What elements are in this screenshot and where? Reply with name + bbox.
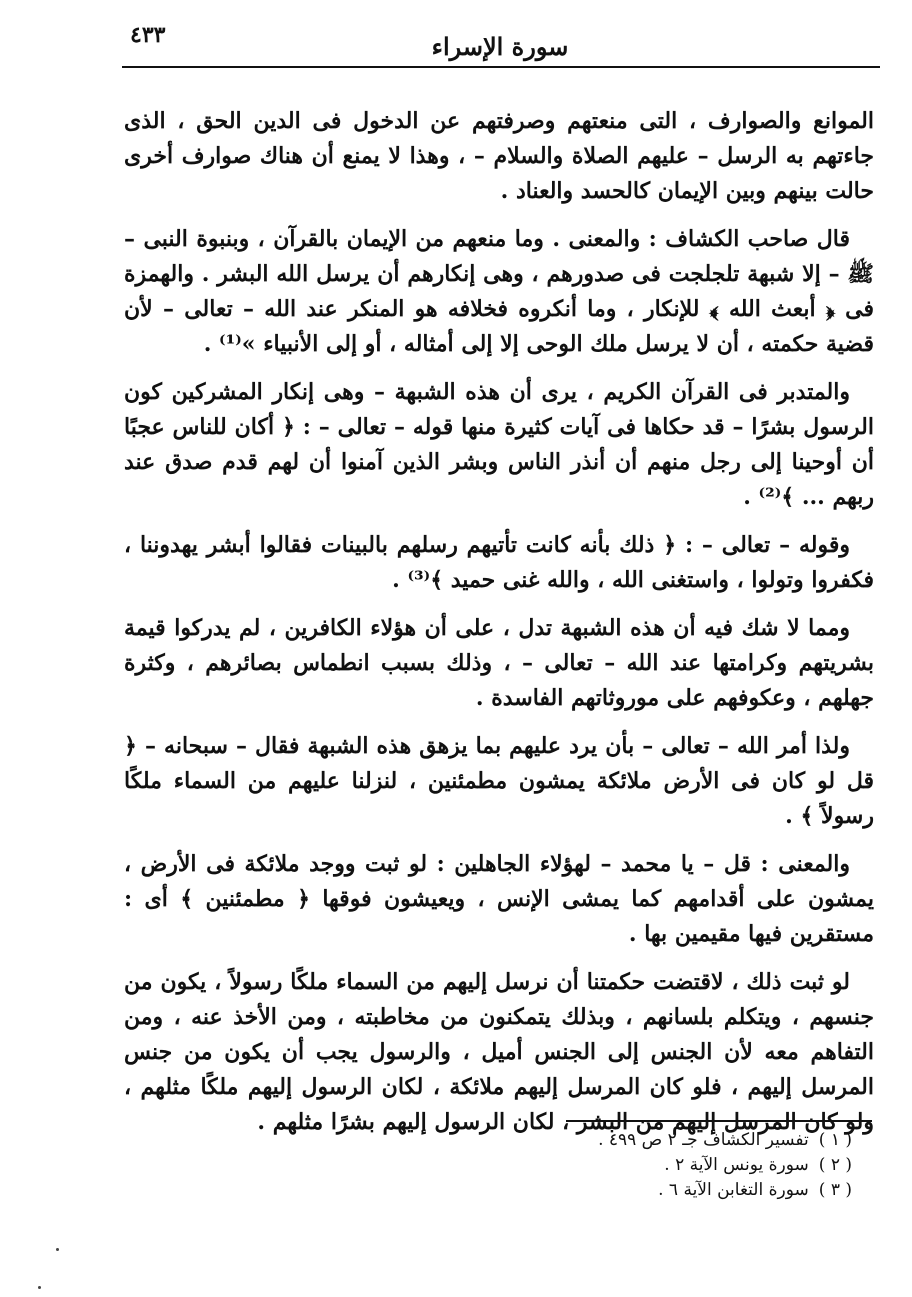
page-number: ٤٣٣ — [130, 22, 166, 48]
footnote-text: تفسير الكشاف جـ ٢ ص ٤٩٩ . — [598, 1130, 809, 1150]
footnote — [352, 1153, 852, 1178]
paragraph: الموانع والصوارف ، التى منعتهم وصرفتهم عن الدخول فى الدين الحق ، الذى جاءتهم به الرسل – عليهم الصلاة والسلام – ، وهذا لا يمنع أن هناك صوارف أخرى حالت بينهم وبين الإيمان كالحسد والعناد . — [124, 108, 874, 204]
footnote-text: سورة التغابن الآية ٦ . — [658, 1180, 809, 1200]
scan-speck — [56, 1248, 59, 1251]
page-header — [120, 22, 880, 70]
footnotes — [352, 1128, 852, 1203]
paragraph: والمتدبر فى القرآن الكريم ، يرى أن هذه الشبهة – وهى إنكار المشركين كون الرسول بشرًا – قد حكاها فى آيات كثيرة منها قوله – تعالى – : ﴿ أكان للناس عجبًا أن أوحينا إلى رجل منهم أن أنذر الناس وبشر الذين آمنوا أن لهم قدم صدق عند ربهم ... ﴾⁽²⁾ . — [124, 379, 874, 510]
paragraph: والمعنى : قل – يا محمد – لهؤلاء الجاهلين : لو ثبت ووجد ملائكة فى الأرض ، يمشون على أقدامهم كما يمشى الإنس ، ويعيشون فوقها ﴿ مطمئنين ﴾ أى : مستقرين فيها مقيمين بها . — [124, 851, 874, 947]
paragraph: قال صاحب الكشاف : والمعنى . وما منعهم من الإيمان بالقرآن ، وبنبوة النبى – ﷺ – إلا شبهة تلجلجت فى صدورهم ، وهى إنكارهم أن يرسل الله البشر . والهمزة فى ﴿ أبعث الله ﴾ للإنكار ، وما أنكروه فخلافه هو المنكر عند الله – تعالى – لأن قضية حكمته ، أن لا يرسل ملك الوحى إلا إلى أمثاله ، أو إلى الأنبياء »⁽¹⁾ . — [124, 226, 874, 357]
footnote-marker: ( ١ ) — [818, 1130, 852, 1150]
paragraph: ولذا أمر الله – تعالى – بأن يرد عليهم بما يزهق هذه الشبهة فقال – سبحانه – ﴿ قل لو كان فى الأرض ملائكة يمشون مطمئنين ، لنزلنا عليهم من السماء ملكًا رسولاً ﴾ . — [124, 733, 874, 829]
footnote-text: سورة يونس الآية ٢ . — [664, 1155, 809, 1175]
footnote-marker: ( ٢ ) — [818, 1155, 852, 1175]
footnote — [352, 1178, 852, 1203]
main-text — [124, 104, 874, 1153]
scan-speck — [38, 1286, 41, 1289]
footnote — [352, 1128, 852, 1153]
footnote-marker: ( ٣ ) — [818, 1180, 852, 1200]
paragraph: ومما لا شك فيه أن هذه الشبهة تدل ، على أن هؤلاء الكافرين ، لم يدركوا قيمة بشريتهم وكرامتها عند الله – تعالى – ، وذلك بسبب انطماس بصائرهم ، وكثرة جهلهم ، وعكوفهم على موروثاتهم الفاسدة . — [124, 615, 874, 711]
header-rule — [122, 66, 880, 68]
running-title: سورة الإسراء — [431, 32, 569, 61]
paragraph: وقوله – تعالى – : ﴿ ذلك بأنه كانت تأتيهم رسلهم بالبينات فقالوا أبشر يهدوننا ، فكفروا وتولوا ، واستغنى الله ، والله غنى حميد ﴾⁽³⁾ . — [124, 532, 874, 593]
footnote-rule — [566, 1120, 872, 1122]
paragraph: لو ثبت ذلك ، لاقتضت حكمتنا أن نرسل إليهم من السماء ملكًا رسولاً ، يكون من جنسهم ، ويتكلم بلسانهم ، وبذلك يتمكنون من مخاطبته ، ومن الأخذ عنه ، ومن التفاهم معه لأن الجنس إلى الجنس أميل ، والرسول يجب أن يكون من جنس المرسل إليهم ، فلو كان المرسل إليهم ملائكة ، لكان الرسول إليهم ملكًا مثلهم ، ولو كان المرسل إليهم من البشر ، لكان الرسول إليهم بشرًا مثلهم . — [124, 969, 874, 1135]
